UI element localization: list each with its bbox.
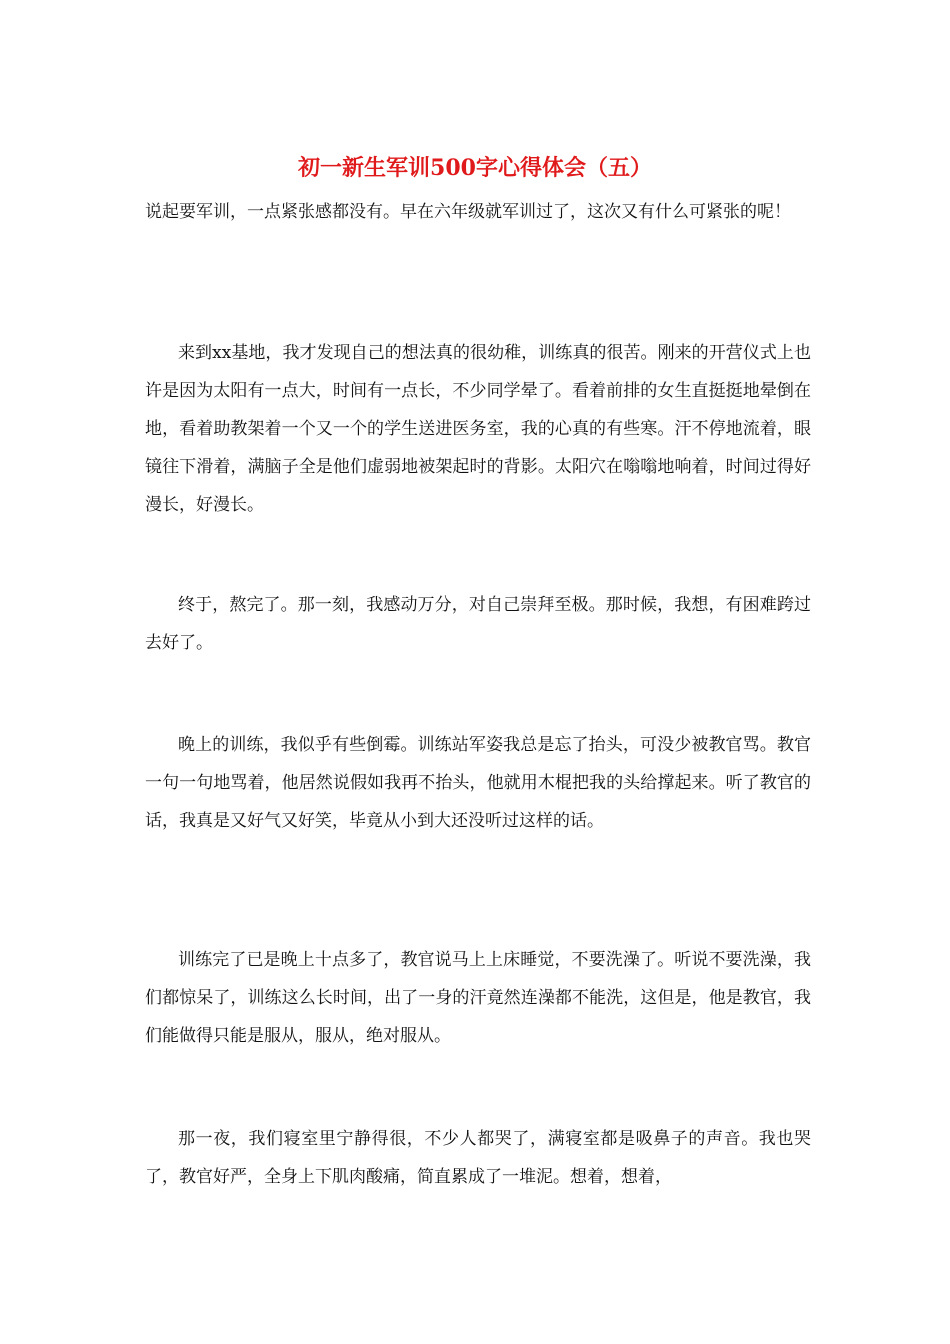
paragraph-3: 终于，熬完了。那一刻，我感动万分，对自己崇拜至极。那时候，我想，有困难跨过去好了。 <box>145 595 811 653</box>
paragraph-5: 训练完了已是晚上十点多了，教官说马上上床睡觉，不要洗澡了。听说不要洗澡，我们都惊呆了，训练这么长时间，出了一身的汗竟然连澡都不能洗，这但是，他是教官，我们能做得只能是服从，服从，绝对服从。 <box>145 950 811 1046</box>
paragraph-2: 来到xx基地，我才发现自己的想法真的很幼稚，训练真的很苦。刚来的开营仪式上也许是因为太阳有一点大，时间有一点长，不少同学晕了。看着前排的女生直挺挺地晕倒在地，看着助教架着一个又一个的学生送进医务室，我的心真的有些寒。汗不停地流着，眼镜往下滑着，满脑子全是他们虚弱地被架起时的背影。太阳穴在嗡嗡地响着，时间过得好漫长，好漫长。 <box>145 343 811 515</box>
document-title: 初一新生军训500字心得体会（五） <box>298 155 652 181</box>
paragraph-6: 那一夜，我们寝室里宁静得很，不少人都哭了，满寝室都是吸鼻子的声音。我也哭了，教官好严，全身上下肌肉酸痛，简直累成了一堆泥。想着，想着， <box>145 1129 811 1187</box>
paragraph-1: 说起要军训，一点紧张感都没有。早在六年级就军训过了，这次又有什么可紧张的呢！ <box>145 202 791 222</box>
paragraph-4: 晚上的训练，我似乎有些倒霉。训练站军姿我总是忘了抬头，可没少被教官骂。教官一句一句地骂着，他居然说假如我再不抬头，他就用木棍把我的头给撑起来。听了教官的话，我真是又好气又好笑，毕竟从小到大还没听过这样的话。 <box>145 735 811 831</box>
